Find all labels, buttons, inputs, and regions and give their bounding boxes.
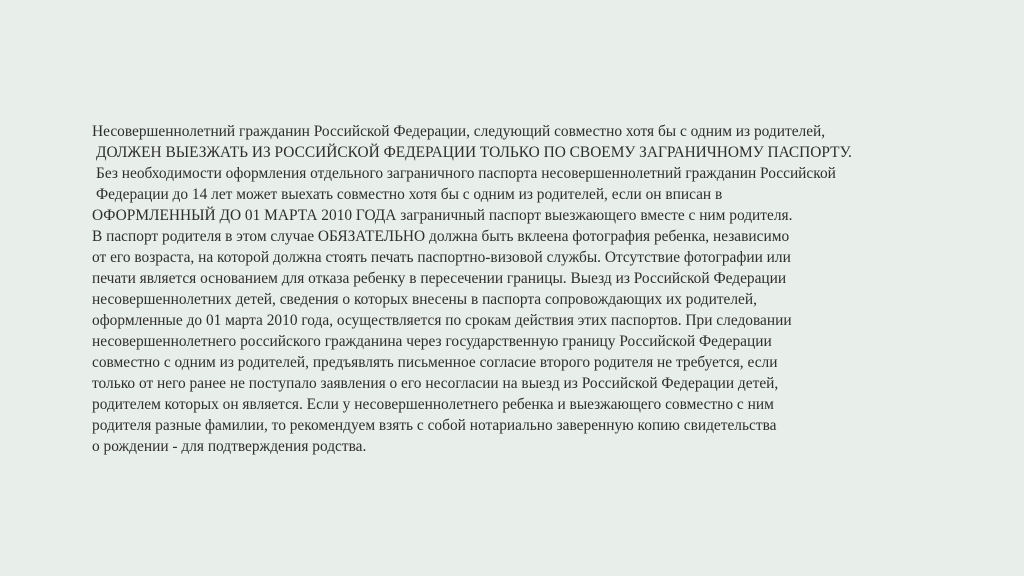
text-line: Федерации до 14 лет может выехать совместно хотя бы с одним из родителей, если он вписан в (96, 186, 723, 203)
text-line: о рождении - для подтверждения родства. (92, 438, 367, 455)
text-line: несовершеннолетних детей, сведения о которых внесены в паспорта сопровождающих их родителей, (92, 291, 757, 308)
text-line: совместно с одним из родителей, предъявлять письменное согласие второго родителя не требуется, если (92, 354, 778, 371)
text-line: только от него ранее не поступало заявления о его несогласии на выезд из Российской Федерации детей, (92, 375, 779, 392)
body-text (92, 121, 952, 457)
text-line: Несовершеннолетний гражданин Российской Федерации, следующий совместно хотя бы с одним из родителей, (92, 123, 826, 140)
text-line: ДОЛЖЕН ВЫЕЗЖАТЬ ИЗ РОССИЙСКОЙ ФЕДЕРАЦИИ ТОЛЬКО ПО СВОЕМУ ЗАГРАНИЧНОМУ ПАСПОРТУ. (96, 144, 852, 161)
text-line: В паспорт родителя в этом случае ОБЯЗАТЕЛЬНО должна быть вклеена фотография ребенка, независимо (92, 228, 790, 245)
text-line: оформленные до 01 марта 2010 года, осуществляется по срокам действия этих паспортов. При следовании (92, 312, 792, 329)
text-line: от его возраста, на которой должна стоять печать паспортно-визовой службы. Отсутствие фотографии или (92, 249, 791, 266)
text-line: родителя разные фамилии, то рекомендуем взять с собой нотариально заверенную копию свидетельства (92, 417, 777, 434)
text-line: несовершеннолетнего российского гражданина через государственную границу Российской Федерации (92, 333, 772, 350)
text-line: Без необходимости оформления отдельного заграничного паспорта несовершеннолетний гражданин Российской (96, 165, 836, 182)
text-line: печати является основанием для отказа ребенку в пересечении границы. Выезд из Российской Федерации (92, 270, 787, 287)
text-line: родителем которых он является. Если у несовершеннолетнего ребенка и выезжающего совместно с ним (92, 396, 774, 413)
text-line: ОФОРМЛЕННЫЙ ДО 01 МАРТА 2010 ГОДА заграничный паспорт выезжающего вместе с ним родителя. (92, 207, 793, 224)
